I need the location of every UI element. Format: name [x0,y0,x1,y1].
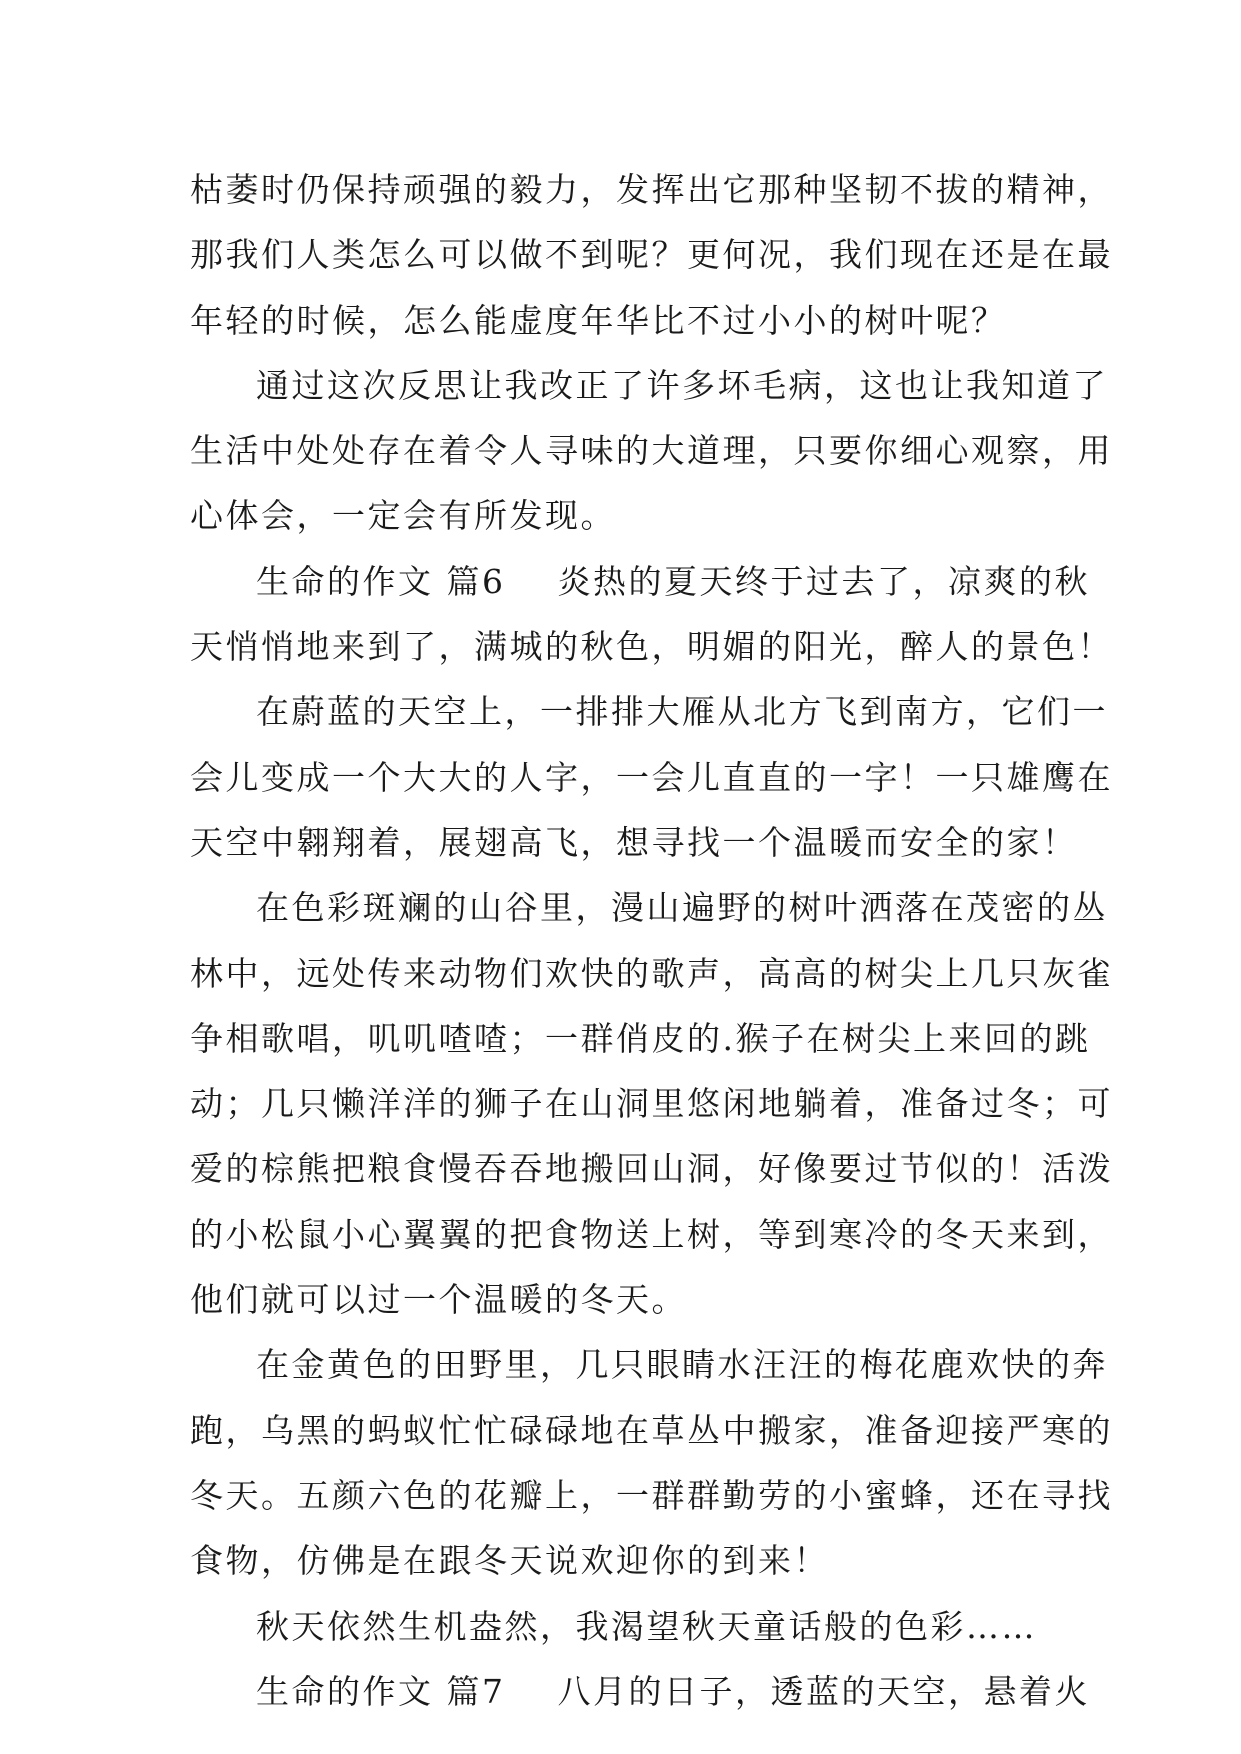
paragraph-start: 通过这次反思让我改正了许多坏毛病，这也让我知道了 [256,365,1108,405]
text-line: 的小松鼠小心翼翼的把食物送上树，等到寒冷的冬天来到， [190,1214,1113,1254]
text-line: 争相歌唱，叽叽喳喳；一群俏皮的.猴子在树尖上来回的跳 [190,1018,1091,1058]
text-line: 食物，仿佛是在跟冬天说欢迎你的到来！ [190,1541,829,1581]
text-line: 爱的棕熊把粮食慢吞吞地搬回山洞，好像要过节似的！活泼 [190,1149,1113,1189]
paragraph-start: 在色彩斑斓的山谷里，漫山遍野的树叶洒落在茂密的丛 [256,888,1108,928]
text-line: 心体会，一定会有所发现。 [190,496,616,536]
paragraph-start: 秋天依然生机盎然，我渴望秋天童话般的色彩…… [256,1606,1037,1646]
section-heading-line [190,549,1090,614]
text-line: 年轻的时候，怎么能虚度年华比不过小小的树叶呢？ [190,300,1007,340]
section-text: 八月的日子，透蓝的天空，悬着火 [557,1671,1090,1711]
text-line: 天空中翱翔着，展翅高飞，想寻找一个温暖而安全的家！ [190,822,1078,862]
paragraph-start: 在蔚蓝的天空上，一排排大雁从北方飞到南方，它们一 [256,692,1108,732]
paragraph-start: 在金黄色的田野里，几只眼睛水汪汪的梅花鹿欢快的奔 [256,1345,1108,1385]
section-text: 炎热的夏天终于过去了，凉爽的秋 [557,561,1090,601]
section-heading: 生命的作文 篇7 [256,1671,506,1711]
text-line: 动；几只懒洋洋的狮子在山洞里悠闲地躺着，准备过冬；可 [190,1084,1113,1124]
text-line: 生活中处处存在着令人寻味的大道理，只要你细心观察，用 [190,431,1113,471]
text-line: 他们就可以过一个温暖的冬天。 [190,1280,687,1320]
essay-body [190,157,1113,1724]
text-line: 冬天。五颜六色的花瓣上，一群群勤劳的小蜜蜂，还在寻找 [190,1475,1113,1515]
text-line: 会儿变成一个大大的人字，一会儿直直的一字！一只雄鹰在 [190,757,1113,797]
text-line: 林中，远处传来动物们欢快的歌声，高高的树尖上几只灰雀 [190,953,1113,993]
section-heading: 生命的作文 篇6 [256,561,506,601]
text-line: 枯萎时仍保持顽强的毅力，发挥出它那种坚韧不拔的精神， [190,170,1113,209]
text-line: 那我们人类怎么可以做不到呢？更何况，我们现在还是在最 [190,235,1113,275]
text-line: 跑，乌黑的蚂蚁忙忙碌碌地在草丛中搬家，准备迎接严寒的 [190,1410,1113,1450]
text-line: 天悄悄地来到了，满城的秋色，明媚的阳光，醉人的景色！ [190,627,1113,667]
section-heading-line [190,1659,1090,1724]
